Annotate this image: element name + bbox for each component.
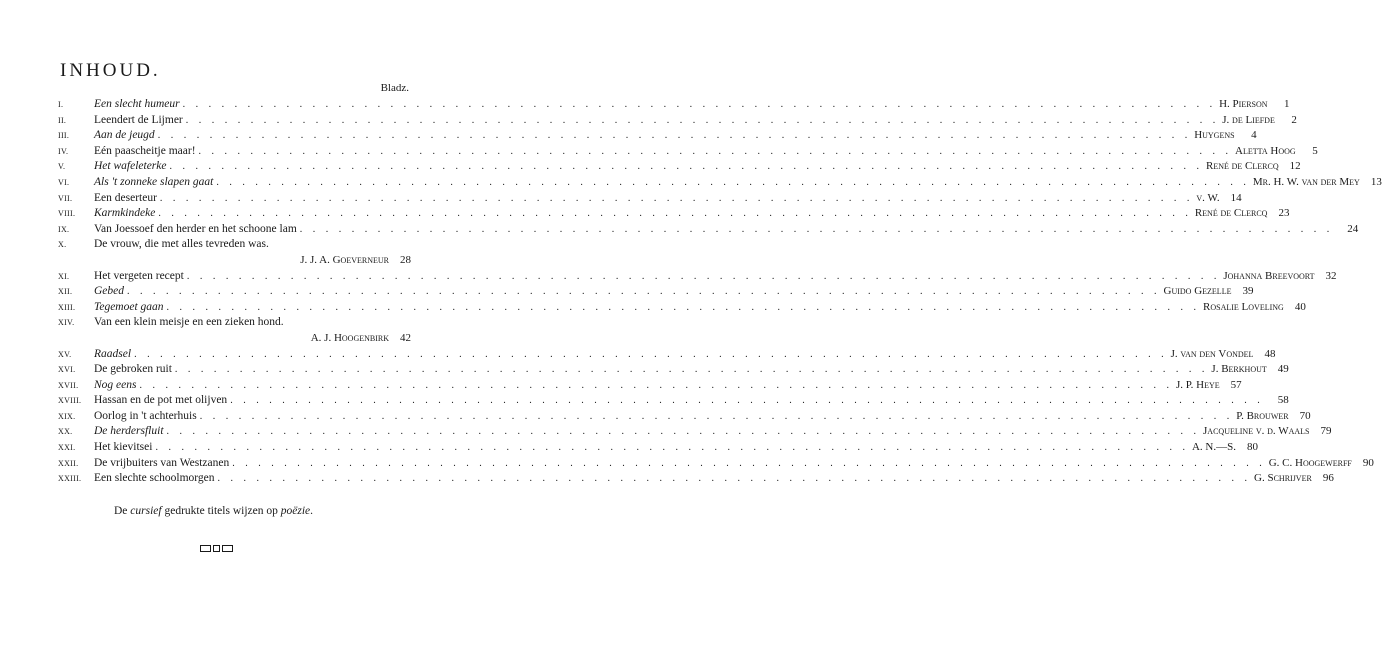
toc-entry xyxy=(58,424,1332,440)
entry-page: 2 xyxy=(1291,113,1297,126)
entry-page: 1 xyxy=(1284,98,1290,110)
entry-author: Aletta Hoog xyxy=(1235,144,1296,157)
dot-leader: . . . . . . . . . . . . . . . . . . . . . . . . . . . . . . . . . . . . . . . . . . . . . . . . . . . . . . . . . . . . . . . . . . . . . . . . . . . . . . . . xyxy=(182,99,1217,110)
entry-author: J. J. A. Goeverneur xyxy=(300,253,389,266)
entry-title: Aan de jeugd xyxy=(94,129,155,142)
dot-leader: . . . . . . . . . . . . . . . . . . . . . . . . . . . . . . . . . . . . . . . . . . . . . . . . . . . . . . . . . . . . . . . . . . . . . . . . . . . . . . . . xyxy=(127,286,1161,298)
entry-number: XV. xyxy=(58,349,72,359)
toc-entry xyxy=(58,409,1311,425)
entry-page: 48 xyxy=(1264,347,1276,360)
dot-leader: . . . . . . . . . . . . . . . . . . . . . . . . . . . . . . . . . . . . . . . . . . . . . . . . . . . . . . . . . . . . . . . . . . . . . . . . . . . . . . . . xyxy=(186,270,1221,282)
dot-leader: . . . . . . . . . . . . . . . . . . . . . . . . . . . . . . . . . . . . . . . . . . . . . . . . . . . . . . . . . . . . . . . . . . . . . . . . . . . . . . . . xyxy=(232,457,1266,469)
toc-entry xyxy=(58,362,1289,378)
entry-number: XVI. xyxy=(58,365,76,375)
entry-page: 96 xyxy=(1322,472,1334,485)
entry-title: Eén paascheitje maar! xyxy=(94,144,196,157)
dot-leader: . . . . . . . . . . . . . . . . . . . . . . . . . . . . . . . . . . . . . . . . . . . . . . . . . . . . . . . . . . . . . . . . . . . . . . . . . . . . . . . . xyxy=(157,130,1192,142)
entry-title: De herdersfluit xyxy=(94,425,164,438)
toc-entry xyxy=(58,440,1258,456)
entry-author: J. de Liefde xyxy=(1222,113,1275,126)
entry-page: 39 xyxy=(1242,285,1254,298)
entry-title: Hassan en de pot met olijven xyxy=(94,394,228,407)
entry-author: H. Pierson xyxy=(1219,98,1268,110)
dot-leader: . . . . . . . . . . . . . . . . . . . . . . . . . . . . . . . . . . . . . . . . . . . . . . . . . . . . . . . . . . . . . . . . . . . . . . . . . . . . . . . . xyxy=(134,348,1168,360)
entry-title: Karmkindeke xyxy=(94,207,156,220)
footnote-text-1: De xyxy=(114,505,131,517)
entry-author: Rosalie Loveling xyxy=(1203,300,1284,313)
entry-author: Mr. H. W. van der Mey xyxy=(1252,175,1360,188)
entry-author: Huygens xyxy=(1194,129,1235,142)
entry-author: René de Clercq xyxy=(1194,207,1268,220)
toc-entry-continuation xyxy=(58,331,411,347)
entry-number: XXIII. xyxy=(58,474,82,484)
entry-number: XVIII. xyxy=(58,396,82,406)
entry-author: Jacqueline v. d. Waals xyxy=(1203,425,1310,438)
toc-entry xyxy=(58,206,1290,222)
toc-entry xyxy=(58,393,1289,409)
dot-leader: . . . . . . . . . . . . . . . . . . . . . . . . . . . . . . . . . . . . . . . . . . . . . . . . . . . . . . . . . . . . . . . . . . . . . . . . . . . . . . . . xyxy=(166,426,1201,438)
entry-number: XIX. xyxy=(58,411,76,421)
dot-leader: . . . . . . . . . . . . . . . . . . . . . . . . . . . . . . . . . . . . . . . . . . . . . . . . . . . . . . . . . . . . . . . . . . . . . . . . . . . . . . . . xyxy=(199,410,1234,422)
toc-entry xyxy=(58,144,1318,160)
entry-title: Een deserteur xyxy=(94,191,157,204)
dot-leader: . . . . . . . . . . . . . . . . . . . . . . . . . . . . . . . . . . . . . . . . . . . . . . . . . . . . . . . . . . . . . . . . . . . . . . . . . . . . . . . . xyxy=(159,192,1194,204)
entry-number: VII. xyxy=(58,193,73,203)
entry-title: Leendert de Lijmer xyxy=(94,113,183,126)
entry-page: 90 xyxy=(1362,456,1374,469)
entry-number: III. xyxy=(58,131,70,141)
entry-title: Het wafeleterke xyxy=(94,160,167,173)
entry-number: XIII. xyxy=(58,302,76,312)
toc-entry xyxy=(58,191,1242,207)
toc-entry xyxy=(58,284,1254,300)
entry-page: 58 xyxy=(1277,394,1289,407)
entry-page: 23 xyxy=(1278,207,1290,220)
entry-page: 70 xyxy=(1299,409,1311,422)
dot-leader: . . . . . . . . . . . . . . . . . . . . . . . . . . . . . . . . . . . . . . . . . . . . . . . . . . . . . . . . . . . . . . . . . . . . . . . . . . . . . . . . xyxy=(155,442,1189,454)
entry-title: De vrijbuiters van Westzanen xyxy=(94,456,230,469)
entry-number: XI. xyxy=(58,271,70,281)
entry-author: J. van den Vondel xyxy=(1170,347,1254,360)
footnote-italic-1: cursief xyxy=(130,505,162,517)
dot-leader: . . . . . . . . . . . . . . . . . . . . . . . . . . . . . . . . . . . . . . . . . . . . . . . . . . . . . . . . . . . . . . . . . . . . . . . . . . . . . . . . xyxy=(169,161,1203,173)
table-of-contents xyxy=(58,97,1382,487)
entry-number: XVII. xyxy=(58,380,79,390)
entry-title: Een slecht humeur xyxy=(94,98,180,110)
entry-title: Het kievitsei xyxy=(94,441,153,454)
dot-leader: . . . . . . . . . . . . . . . . . . . . . . . . . . . . . . . . . . . . . . . . . . . . . . . . . . . . . . . . . . . . . . . . . . . . . . . . . . . . . . . . xyxy=(166,301,1201,313)
toc-entry xyxy=(58,378,1242,394)
entry-page: 12 xyxy=(1289,160,1301,173)
dot-leader: . . . . . . . . . . . . . . . . . . . . . . . . . . . . . . . . . . . . . . . . . . . . . . . . . . . . . . . . . . . . . . . . . . . . . . . . . . . . . . . . xyxy=(217,473,1252,485)
toc-entry xyxy=(58,347,1276,363)
toc-entry xyxy=(58,175,1382,191)
entry-author: Guido Gezelle xyxy=(1163,285,1232,298)
entry-author: v. W. xyxy=(1196,191,1220,204)
dot-leader: . . . . . . . . . . . . . . . . . . . . . . . . . . . . . . . . . . . . . . . . . . . . . . . . . . . . . . . . . . . . . . . . . . . . . . . . . . . . . . . . xyxy=(299,223,1334,235)
toc-entry xyxy=(58,128,1257,144)
entry-page: 32 xyxy=(1325,269,1337,282)
entry-title: Het vergeten recept xyxy=(94,269,184,282)
entry-number: I. xyxy=(58,100,64,109)
entry-author: G. C. Hoogewerff xyxy=(1268,456,1352,469)
entry-title: De vrouw, die met alles tevreden was. xyxy=(94,238,269,251)
footnote-italic-2: poëzie xyxy=(280,505,311,517)
entry-title: Als 't zonneke slapen gaat xyxy=(94,175,214,188)
entry-number: VIII. xyxy=(58,209,76,219)
dot-leader: . . . . . . . . . . . . . . . . . . . . . . . . . . . . . . . . . . . . . . . . . . . . . . . . . . . . . . . . . . . . . . . . . . . . . . . . . . . . . . . . xyxy=(185,114,1220,126)
page-column-label: Bladz. xyxy=(380,82,409,94)
toc-entry xyxy=(58,159,1301,175)
entry-title: Van een klein meisje en een zieken hond. xyxy=(94,316,284,329)
entry-number: IV. xyxy=(58,146,69,156)
toc-entry xyxy=(58,456,1374,472)
footnote-text-2: gedrukte titels wijzen op xyxy=(161,505,281,517)
entry-author: J. Berkhout xyxy=(1211,363,1267,376)
entry-number: XIV. xyxy=(58,318,75,328)
entry-title: Gebed xyxy=(94,285,125,298)
entry-title: Tegemoet gaan xyxy=(94,300,164,313)
entry-page: 28 xyxy=(400,253,411,266)
entry-page: 5 xyxy=(1312,144,1318,157)
entry-title: Oorlog in 't achterhuis xyxy=(94,409,197,422)
dot-leader: . . . . . . . . . . . . . . . . . . . . . . . . . . . . . . . . . . . . . . . . . . . . . . . . . . . . . . . . . . . . . . . . . . . . . . . . . . . . . . . . xyxy=(198,145,1233,157)
entry-page: 42 xyxy=(400,331,411,344)
page-title: INHOUD. xyxy=(60,60,161,81)
entry-page: 4 xyxy=(1251,129,1257,142)
toc-entry xyxy=(58,113,1297,129)
entry-title: Nog eens xyxy=(94,378,137,391)
dot-leader: . . . . . . . . . . . . . . . . . . . . . . . . . . . . . . . . . . . . . . . . . . . . . . . . . . . . . . . . . . . . . . . . . . . . . . . . . . . . . . . . xyxy=(139,379,1173,391)
entry-page: 80 xyxy=(1246,441,1258,454)
entry-author: G. Schrijver xyxy=(1254,472,1312,485)
entry-page: 13 xyxy=(1370,175,1382,188)
dot-leader: . . . . . . . . . . . . . . . . . . . . . . . . . . . . . . . . . . . . . . . . . . . . . . . . . . . . . . . . . . . . . . . . . . . . . . . . . . . . . . . . xyxy=(158,208,1192,220)
entry-number: XXII. xyxy=(58,458,79,468)
toc-entry xyxy=(58,222,1359,238)
entry-number: XXI. xyxy=(58,443,76,453)
dot-leader: . . . . . . . . . . . . . . . . . . . . . . . . . . . . . . . . . . . . . . . . . . . . . . . . . . . . . . . . . . . . . . . . . . . . . . . . . . . . . . . . xyxy=(230,395,1264,407)
toc-entry xyxy=(58,97,1290,113)
toc-entry xyxy=(58,471,1334,487)
entry-author: Johanna Breevoort xyxy=(1223,269,1315,282)
entry-page: 40 xyxy=(1294,300,1306,313)
toc-entry xyxy=(58,237,411,253)
entry-number: VI. xyxy=(58,177,70,187)
entry-number: XII. xyxy=(58,287,73,297)
footnote xyxy=(0,505,427,517)
toc-entry xyxy=(58,269,1337,285)
entry-title: De gebroken ruit xyxy=(94,363,172,376)
entry-number: IX. xyxy=(58,224,70,234)
entry-page: 49 xyxy=(1277,363,1289,376)
entry-number: XX. xyxy=(58,427,73,437)
entry-number: V. xyxy=(58,162,66,172)
entry-number: II. xyxy=(58,115,67,125)
entry-number: X. xyxy=(58,240,67,250)
entry-title: Van Joessoef den herder en het schoone lam xyxy=(94,222,297,235)
toc-entry-continuation xyxy=(58,253,411,269)
entry-page: 79 xyxy=(1320,425,1332,438)
entry-author: J. P. Heye xyxy=(1175,378,1220,391)
dot-leader: . . . . . . . . . . . . . . . . . . . . . . . . . . . . . . . . . . . . . . . . . . . . . . . . . . . . . . . . . . . . . . . . . . . . . . . . . . . . . . . . xyxy=(216,176,1250,188)
dot-leader: . . . . . . . . . . . . . . . . . . . . . . . . . . . . . . . . . . . . . . . . . . . . . . . . . . . . . . . . . . . . . . . . . . . . . . . . . . . . . . . . xyxy=(174,364,1209,376)
entry-title: Een slechte schoolmorgen xyxy=(94,472,215,485)
entry-author: A. N.—S. xyxy=(1191,441,1236,454)
footnote-text-3: . xyxy=(310,505,313,517)
entry-author: A. J. Hoogenbirk xyxy=(310,331,389,344)
decorative-ornament xyxy=(200,545,233,552)
entry-page: 57 xyxy=(1230,378,1242,391)
entry-author: P. Brouwer xyxy=(1236,409,1289,422)
entry-page: 24 xyxy=(1347,222,1359,235)
entry-page: 14 xyxy=(1230,191,1242,204)
entry-title: Raadsel xyxy=(94,347,132,360)
toc-entry xyxy=(58,315,411,331)
entry-author: René de Clercq xyxy=(1205,160,1279,173)
toc-entry xyxy=(58,300,1306,316)
